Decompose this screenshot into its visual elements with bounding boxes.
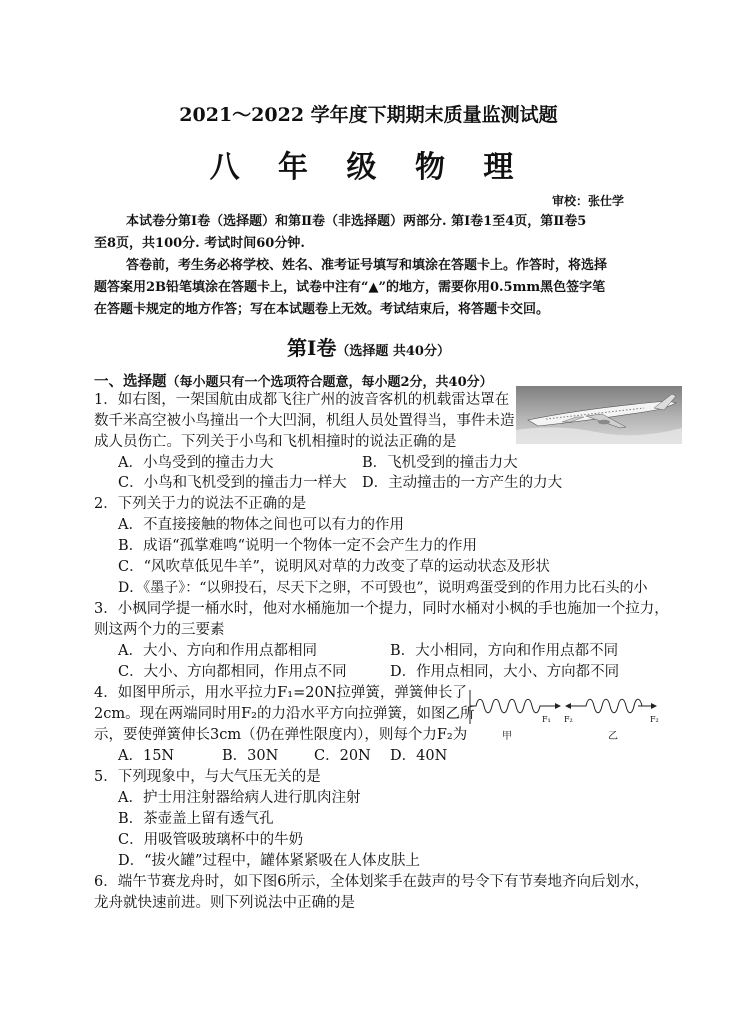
- part-heading: [94, 370, 493, 391]
- q1-option-c: C．小鸟和飞机受到的撞击力一样大: [118, 475, 347, 491]
- q4-option-c: C．20N: [314, 748, 371, 764]
- part-heading-note: （每小题只有一个选项符合题意，每小题2分，共40分）: [166, 375, 493, 390]
- q2-stem: 2．下列关于力的说法不正确的是: [94, 496, 307, 512]
- q4-stem-line-2: 2cm。现在两端同时用F₂的力沿水平方向拉弹簧，如图乙所: [94, 706, 475, 722]
- q3-option-a: A．大小、方向和作用点都相同: [118, 643, 317, 659]
- q1-option-b: B．飞机受到的撞击力大: [362, 455, 518, 471]
- q2-option-b: B．成语“孤掌难鸣“说明一个物体一定不会产生力的作用: [118, 538, 477, 554]
- intro-line-5: 在答题卡规定的地方作答；写在本试题卷上无效。考试结束后，将答题卡交回。: [94, 302, 550, 317]
- q1-option-a: A．小鸟受到的撞击力大: [118, 455, 274, 471]
- airplane-photo: [516, 386, 682, 444]
- section-title: [0, 332, 737, 361]
- q6-stem-line-2: 龙舟就快速前进。则下列说法中正确的是: [94, 895, 355, 911]
- intro-line-1: 本试卷分第Ⅰ卷（选择题）和第Ⅱ卷（非选择题）两部分. 第Ⅰ卷1至4页，第Ⅱ卷5: [126, 214, 587, 229]
- q5-option-c: C．用吸管吸玻璃杯中的牛奶: [118, 832, 304, 848]
- q4-option-d: D．40N: [390, 748, 448, 764]
- f2-right-arrowhead: [651, 703, 657, 709]
- q4-stem-line-3: 示，要使弹簧伸长3cm（仍在弹性限度内），则每个力F₂为: [94, 727, 468, 743]
- q1-stem-line-1: 1．如右图，一架国航由成都飞往广州的波音客机的机载雷达罩在: [94, 392, 510, 408]
- q1-option-d: D．主动撞击的一方产生的力大: [362, 475, 563, 491]
- q1-stem-line-2: 数千米高空被小鸟撞出一个大凹洞，机组人员处置得当，事件未造: [94, 413, 515, 429]
- spring-diagram: [466, 686, 671, 744]
- label-f1: F₁: [542, 715, 551, 724]
- intro-line-4: 题答案用2B铅笔填涂在答题卡上，试卷中注有“▲”的地方，需要你用0.5mm黑色签字笔: [94, 280, 606, 295]
- q3-stem-line-1: 3．小枫同学提一桶水时，他对水桶施加一个提力，同时水桶对小枫的手也施加一个拉力，: [94, 601, 669, 617]
- q4-option-a: A．15N: [118, 748, 175, 764]
- spring-jia-coil: [470, 699, 544, 713]
- part-heading-label: 一、选择题: [94, 373, 167, 390]
- q4-stem-line-1: 4．如图甲所示，用水平拉力F₁=20N拉弹簧，弹簧伸长了: [94, 685, 467, 701]
- label-yi: 乙: [608, 731, 618, 742]
- intro-line-2: 至8页，共100分. 考试时间60分钟.: [94, 236, 305, 251]
- f1-arrowhead: [555, 703, 561, 709]
- q3-option-c: C．大小、方向都相同，作用点不同: [118, 664, 347, 680]
- exam-title: 2021～2022 学年度下期期末质量监测试题: [179, 104, 558, 126]
- q5-option-a: A．护士用注射器给病人进行肌肉注射: [118, 790, 361, 806]
- f2-left-arrowhead: [565, 703, 571, 709]
- q2-option-a: A．不直接接触的物体之间也可以有力的作用: [118, 517, 404, 533]
- label-f2-right: F₂: [650, 715, 659, 724]
- q3-stem-line-2: 则这两个力的三要素: [94, 622, 225, 638]
- q1-stem-line-3: 成人员伤亡。下列关于小鸟和飞机相撞时的说法正确的是: [94, 434, 457, 450]
- intro-line-3: 答卷前，考生务必将学校、姓名、准考证号填写和填涂在答题卡上。作答时，将选择: [126, 258, 608, 273]
- reviewer-line: 审校：张仕学: [552, 194, 625, 208]
- q3-option-d: D．作用点相同，大小、方向都不同: [390, 664, 620, 680]
- q3-option-b: B．大小相同，方向和作用点都不同: [390, 643, 619, 659]
- subject-title: 八 年 级 物 理: [209, 150, 528, 185]
- q2-option-c: C．“风吹草低见牛羊”，说明风对草的力改变了草的运动状态及形状: [118, 559, 550, 575]
- spring-yi-coil: [582, 699, 642, 713]
- q5-stem: 5．下列现象中，与大气压无关的是: [94, 769, 321, 785]
- section-title-main: 第Ⅰ卷: [287, 336, 337, 360]
- label-jia: 甲: [502, 731, 512, 742]
- q6-stem-line-1: 6．端午节赛龙舟时，如下图6所示，全体划桨手在鼓声的号令下有节奏地齐向后划水，: [94, 874, 649, 890]
- q5-option-b: B．茶壶盖上留有透气孔: [118, 811, 274, 827]
- q2-option-d: D．《墨子》：“以卵投石，尽天下之卵，不可毁也”，说明鸡蛋受到的作用力比石头的小: [118, 580, 648, 596]
- q5-option-d: D．“拔火罐”过程中，罐体紧紧吸在人体皮肤上: [118, 853, 420, 869]
- label-f2-left: F₂: [564, 715, 573, 724]
- section-title-sub: （选择题 共40分）: [336, 344, 450, 359]
- q4-option-b: B．30N: [222, 748, 279, 764]
